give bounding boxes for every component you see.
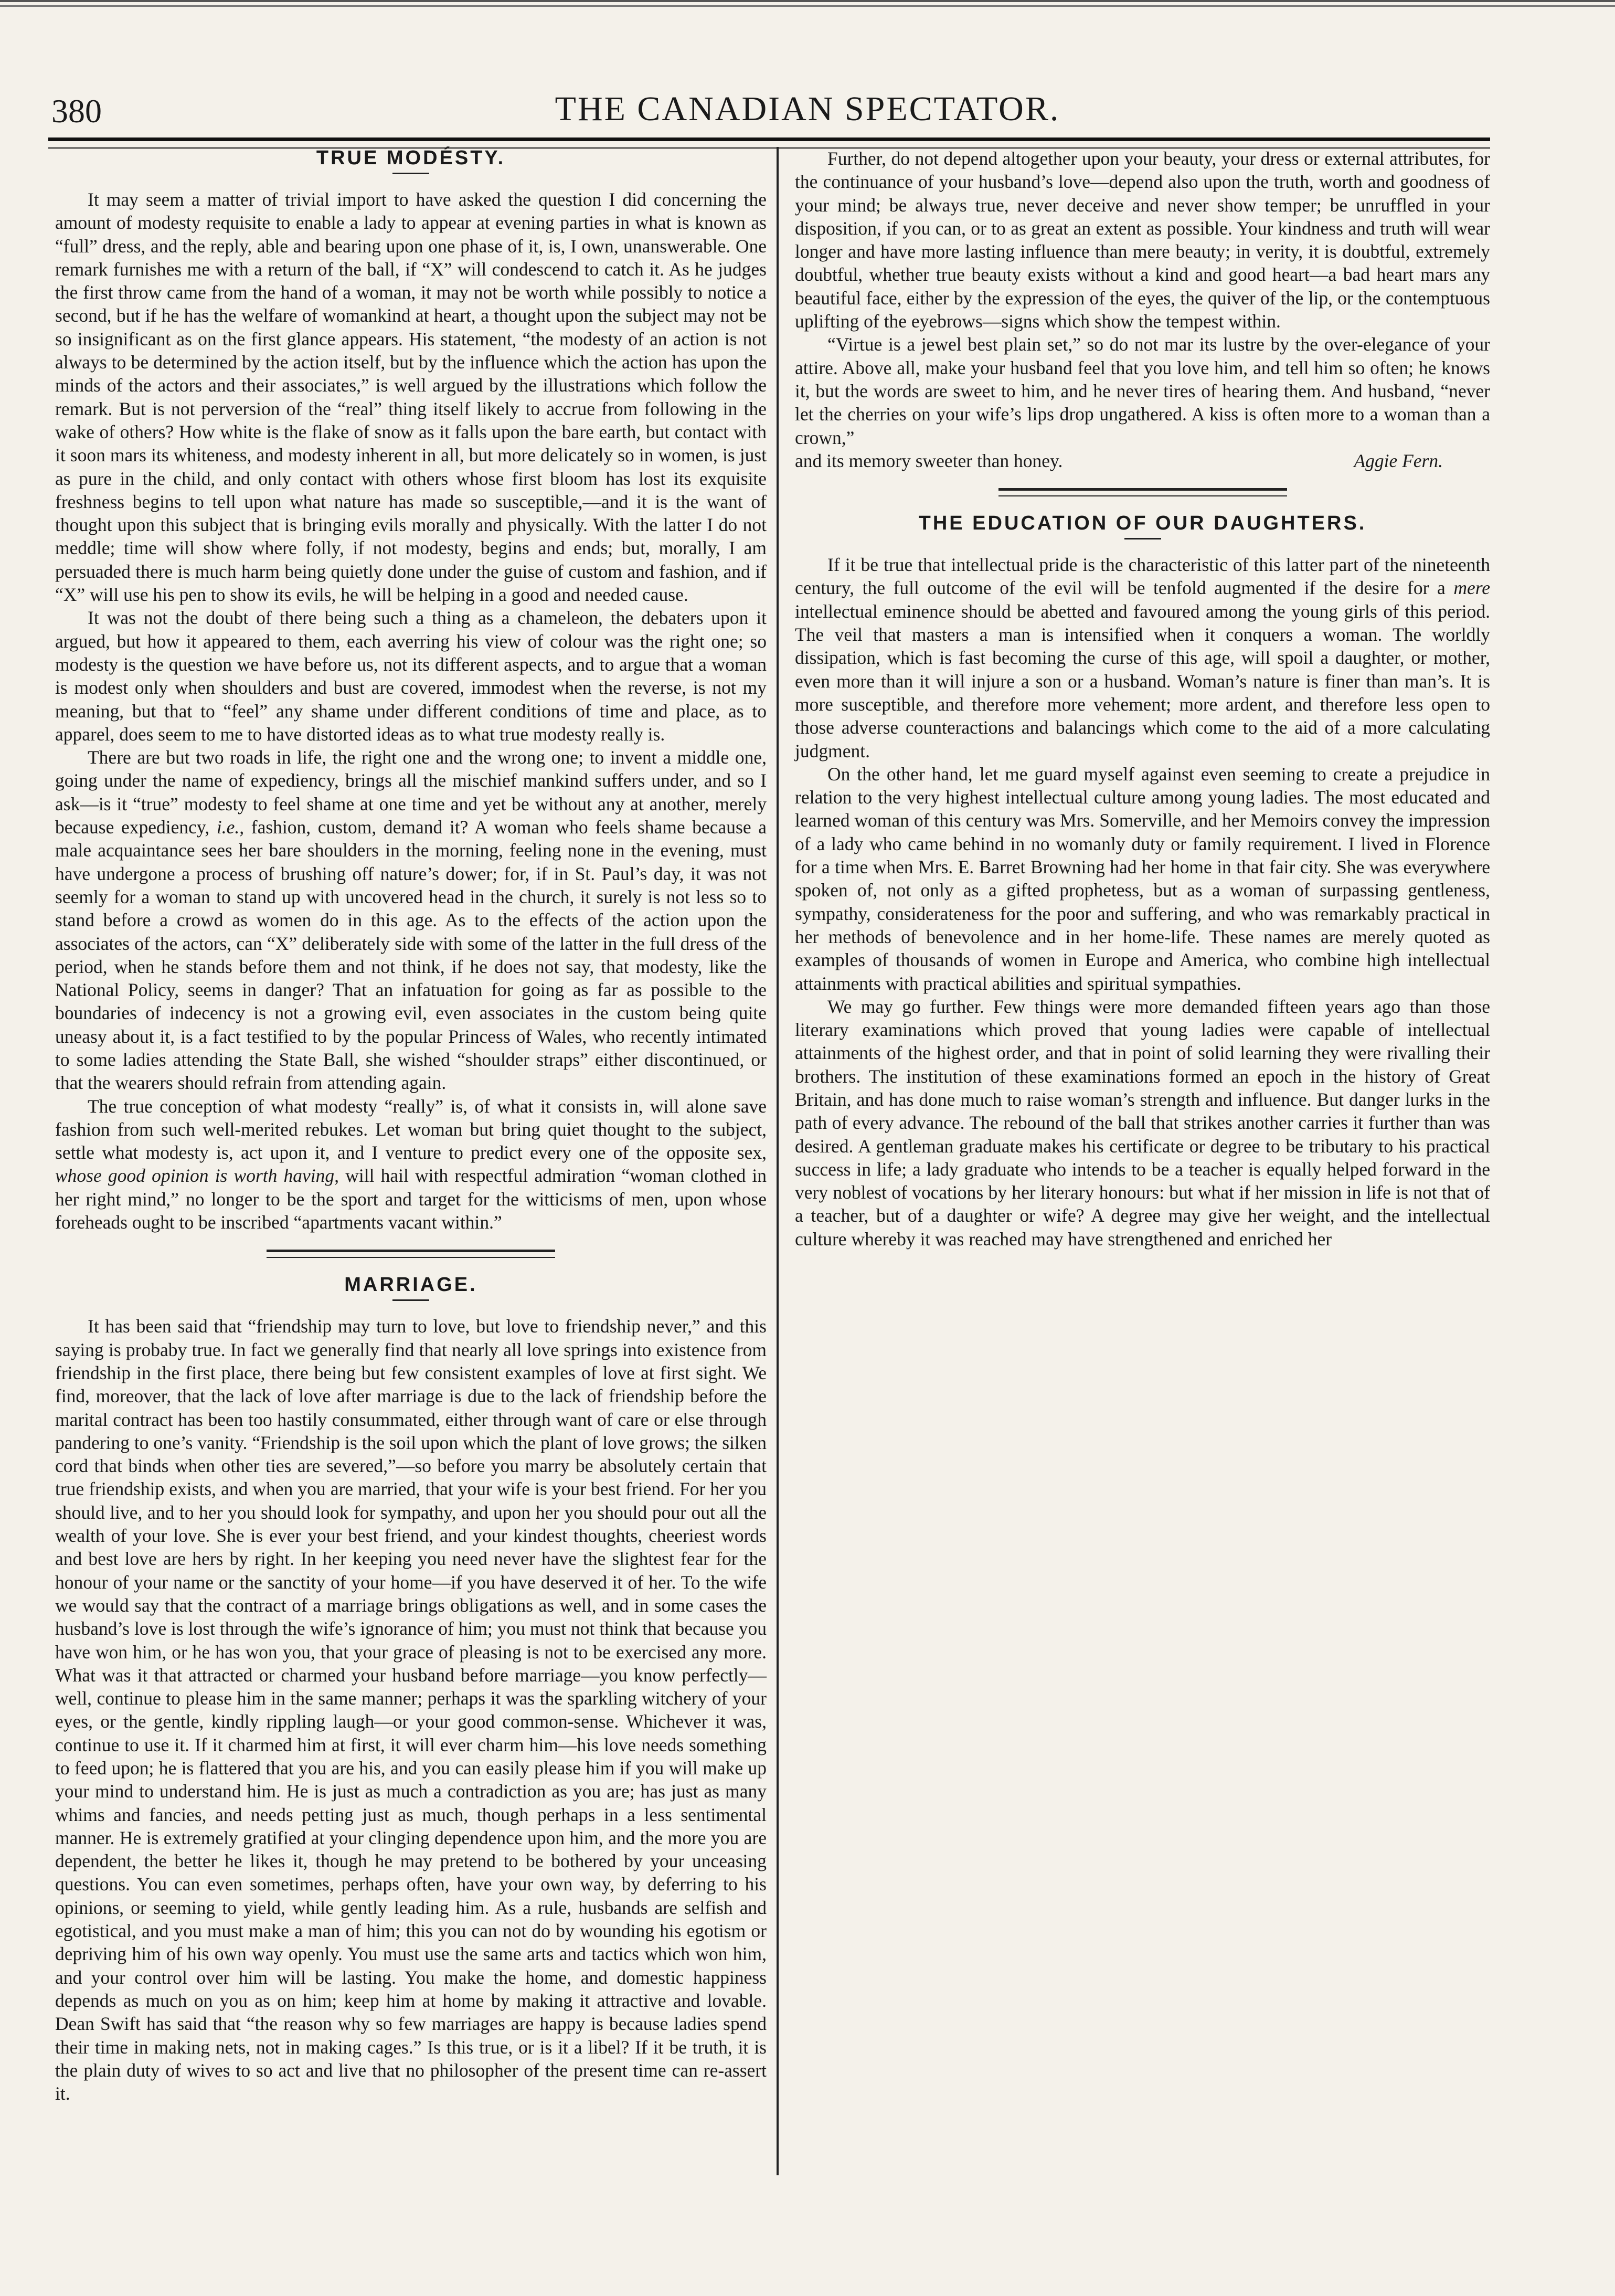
- article-paragraph: “Virtue is a jewel best plain set,” so do not mar its lustre by the over-elegance of your attire. Above all, make your husband feel that you love him, and tell him so often; he knows it, but the words are sweet to him, and he never tires of hearing them. And husband, “never let the cherries on your wife’s lips drop ungathered. A kiss is often more to a woman than a crown,”: [795, 334, 1490, 448]
- article-title-education: THE EDUCATION OF OUR DAUGHTERS.: [918, 512, 1367, 535]
- right-column: [795, 147, 1490, 1251]
- top-border-rule: [0, 0, 1615, 12]
- article-paragraph: It may seem a matter of trivial import to have asked the question I did concerning the amount of modesty requisite to enable a lady to appear at evening parties in what is known as “full” dress, and the reply, able and bearing upon one phase of it, is, I own, unanswerable. One remark furnishes me with a return of the ball, if “X” will condescend to catch it. As he judges the first throw came from the hand of a woman, it may not be worth while possibly to notice a second, but if he has the welfare of womankind at heart, a thought upon the subject may not be so insignificant as on the first glance appears. His statement, “the modesty of an action is not always to be determined by the action itself, but by the influence which the action has upon the minds of the actors and their associates,” is well argued by the illustrations which follow the remark. But is not perversion of the “real” thing itself likely to accrue from following in the wake of others? How white is the flake of snow as it falls upon the bare earth, but contact with it soon mars its whiteness, and modesty inherent in all, but more delicately so in women, is just as pure in the child, and only contact with others whose first bloom has lost its exquisite freshness begins to tell upon what nature has made so susceptible,—and it is the want of thought upon this subject that is bringing evils morally and physically. With the latter I do not meddle; time will show where folly, if not modesty, begins and ends; but, morally, I am persuaded there is much harm being quietly done under the guise of custom and fashion, and if “X” will use his pen to show its evils, he will be helping in a good and needed cause.: [55, 189, 767, 606]
- author-signature: Aggie Fern.: [1354, 450, 1443, 471]
- title-underline: [392, 1299, 429, 1301]
- column-divider: [777, 147, 779, 2175]
- left-column: [55, 147, 767, 2105]
- title-underline: [392, 173, 429, 174]
- title-underline: [1124, 538, 1161, 539]
- section-divider-rule: [267, 1250, 555, 1258]
- article-paragraph: It has been said that “friendship may turn to love, but love to friendship never,” and this saying is probaby true. In fact we generally find that nearly all love springs into existence from friendship in the first place, there being but few consistent examples of love at first sight. We find, moreover, that the lack of love after marriage is due to the lack of friendship before the marital contract has been too hastily consummated, either through want of care or else through pandering to one’s vanity. “Friendship is the soil upon which the plant of love grows; the silken cord that binds when other ties are severed,”—so before you marry be absolutely certain that true friendship exists, and when you are married, that your wife is your best friend. For her you should live, and to her you should look for sympathy, and upon her you should pour out all the wealth of your love. She is ever your best friend, and your kindest thoughts, cheeriest words and best love are hers by right. In her keeping you need never have the slightest fear for the honour of your name or the sanctity of your home—if you have deserved it of her. To the wife we would say that the contract of a marriage brings obligations as well, and in some cases the husband’s love is lost through the wife’s ignorance of him; you must not think that because you have won him, or he has won you, that your grace of pleasing is not to be exercised any more. What was it that attracted or charmed your husband before marriage—you know perfectly—well, continue to please him in the same manner; perhaps it was the sparkling witchery of your eyes, or the gentle, kindly rippling laugh—or your good common-sense. Whichever it was, continue to use it. If it charmed him at first, it will ever charm him—his love needs something to feed upon; he is flattered that you are his, and you can easily please him if you will make up your mind to understand him. He is just as much a contradiction as you are; has just as many whims and fancies, and needs petting just as much, though perhaps in a less sentimental manner. He is extremely gratified at your clinging dependence upon him, and the more you are dependent, the better he likes it, though he may pretend to be bothered by your unceasing questions. You can even sometimes, perhaps often, have your own way, by deferring to his opinions, or seeming to yield, while gently leading him. As a rule, husbands are selfish and egotistical, and you must make a man of him; this you can not do by wounding his egotism or depriving him of his own way openly. You must use the same arts and tactics which won him, and your control over him will be lasting. You make the home, and domestic happiness depends as much on you as on him; keep him at home by making it attractive and lovable. Dean Swift has said that “the reason why so few marriages are happy is because ladies spend their time in making nets, not in making cages.” Is this true, or is it a libel? If it be truth, it is the plain duty of wives to so act and live that no philosopher of the present time can re-assert it.: [55, 1316, 767, 2104]
- page-number: 380: [51, 92, 102, 130]
- article-paragraph: On the other hand, let me guard myself against even seeming to create a prejudice in relation to the very highest intellectual culture among young ladies. The most educated and learned woman of this century was Mrs. Somerville, and her Memoirs convey the impression of a lady who came behind in no womanly duty or family requirement. I lived in Florence for a time when Mrs. E. Barret Browning had her home in that fair city. She was everywhere spoken of, not only as a gifted prophetess, but as a woman of surpassing gentleness, sympathy, considerateness for the poor and suffering, and who was remarkably practical in her methods of benevolence and in her home-life. These names are merely quoted as examples of thousands of women in Europe and America, who combine high intellectual attainments with practical abilities and spiritual sympathies.: [795, 763, 1490, 994]
- article-paragraph: The true conception of what modesty “really” is, of what it consists in, will alone save fashion from such well-merited rebukes. Let woman but bring quiet thought to the subject, settle what modesty is, act upon it, and I venture to predict every one of the opposite sex, whose good opinion is worth having, will hail with respectful admiration “woman clothed in her right mind,” no longer to be the sport and target for the witticisms of men, upon whose foreheads ought to be inscribed “apartments vacant within.”: [55, 1095, 767, 1233]
- article-title-true-modesty: TRUE MODÉSTY.: [316, 147, 506, 169]
- section-divider-rule: [998, 488, 1287, 496]
- signature-line: [795, 449, 1490, 472]
- masthead-title: THE CANADIAN SPECTATOR.: [555, 90, 1060, 128]
- article-paragraph: If it be true that intellectual pride is the characteristic of this latter part of the nineteenth century, the full outcome of the evil will be tenfold augmented if the desire for a mere intellectual eminence should be abetted and favoured among the young girls of this period. The veil that masters a man is intensified when it conquers a woman. The worldly dissipation, which is fast becoming the curse of this age, will spoil a daughter, or mother, even more than it will injure a son or a husband. Woman’s nature is finer than man’s. It is more susceptible, and therefore more vehement; more ardent, and therefore less open to those adverse counteractions and balancings which come to the aid of a more calculating judgment.: [795, 554, 1490, 761]
- article-title-marriage: MARRIAGE.: [344, 1274, 477, 1296]
- article-paragraph: There are but two roads in life, the right one and the wrong one; to invent a middle one, going under the name of expediency, brings all the mischief mankind suffers under, and so I ask—is it “true” modesty to feel shame at one time and yet be without any at another, merely because expediency, i.e., fashion, custom, demand it? A woman who feels shame because a male acquaintance sees her bare shoulders in the morning, feeling none in the evening, must have undergone a process of brushing off nature’s dower; for, if in St. Paul’s day, it was not seemly for a woman to stand up with uncovered head in the church, it surely is not less so to stand before a crowd as women do in this age. As to the effects of the action upon the associates of the actors, can “X” deliberately side with some of the latter in the full dress of the period, when he stands before them and not think, if he does not say, that modesty, like the National Policy, seems in danger? That an infatuation for going as far as possible to the boundaries of indecency is not a growing evil, even associates in the custom being quite uneasy about it, is a fact testified to by the popular Princess of Wales, who recently intimated to some ladies attending the State Ball, she wished “shoulder straps” either discontinued, or that the wearers should refrain from attending again.: [55, 747, 767, 1094]
- article-paragraph: It was not the doubt of there being such a thing as a chameleon, the debaters upon it argued, but how it appeared to them, each averring his view of colour was the right one; so modesty is the question we have before us, not its different aspects, and to argue that a woman is modest only when shoulders and bust are covered, immodest when the reverse, is not my meaning, but that to “feel” any shame under different conditions of time and place, as to apparel, does seem to me to have distorted ideas as to what true modesty really is.: [55, 607, 767, 745]
- closing-text: and its memory sweeter than honey.: [795, 450, 1063, 471]
- article-paragraph: We may go further. Few things were more demanded fifteen years ago than those literary examinations which proved that young ladies were capable of intellectual attainments of the highest order, and that in point of solid learning they were rivalling their brothers. The institution of these examinations formed an epoch in the history of Great Britain, and has done much to raise woman’s strength and influence. But danger lurks in the path of every advance. The rebound of the ball that strikes another carries it further than was desired. A gentleman graduate makes his certificate or degree to be tributary to his practical success in life; a lady graduate who intends to be a teacher is equally helped forward in the very noblest of vocations by her literary honours: but what if her mission in life is not that of a teacher, but of a daughter or wife? A degree may give her weight, and the intellectual culture whereby it was reached may have strengthened and enriched her: [795, 996, 1490, 1250]
- article-paragraph: Further, do not depend altogether upon your beauty, your dress or external attributes, for the continuance of your husband’s love—depend also upon the truth, worth and goodness of your mind; be always true, never deceive and never show temper; be unruffled in your disposition, if you can, or to as great an extent as possible. Your kindness and truth will wear longer and have more lasting influence than mere beauty; in verity, it is doubtful, extremely doubtful, whether true beauty exists without a kind and good heart—a bad heart mars any beautiful face, either by the expression of the eyes, the quiver of the lip, or the contemptuous uplifting of the eyebrows—signs which show the tempest within.: [795, 148, 1490, 332]
